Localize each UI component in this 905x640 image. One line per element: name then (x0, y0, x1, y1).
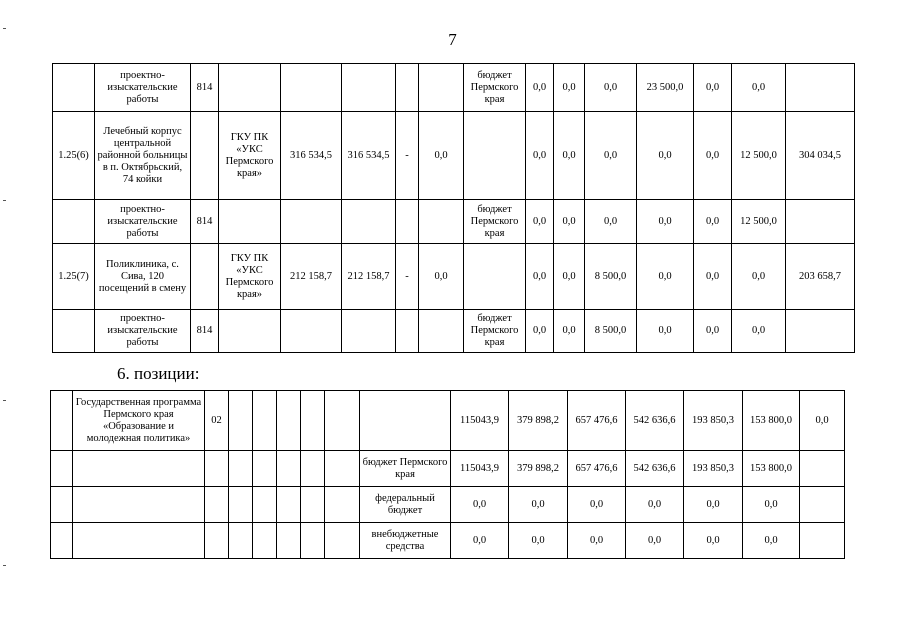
blank-cell (253, 391, 277, 451)
value-cell: 0,0 (743, 523, 800, 559)
value-cell: 193 850,3 (684, 391, 743, 451)
program-name-cell: Государственная программа Пермского края «Образование и молодежная политика» (73, 391, 205, 451)
value-cell: 542 636,6 (626, 451, 684, 487)
table-row (53, 64, 855, 112)
value-cell (800, 487, 845, 523)
blank-cell (229, 451, 253, 487)
blank-cell (229, 523, 253, 559)
value-cell: 0,0 (637, 112, 694, 200)
value-cell: 0,0 (732, 64, 786, 112)
value-cell: 0,0 (694, 64, 732, 112)
code-cell: 02 (205, 391, 229, 451)
value-cell: 0,0 (732, 310, 786, 353)
value-cell: 0,0 (743, 487, 800, 523)
table-row (53, 310, 855, 353)
value-cell: 8 500,0 (585, 310, 637, 353)
code-cell: 814 (191, 200, 219, 244)
blank-cell (301, 487, 325, 523)
blank-cell (253, 487, 277, 523)
value-cell (419, 64, 464, 112)
object-name-cell: проектно-изыскательские работы (95, 310, 191, 353)
program-name-cell (73, 451, 205, 487)
value-cell: 0,0 (637, 310, 694, 353)
row-number-cell: 1.25(7) (53, 244, 95, 310)
value-cell: 0,0 (626, 487, 684, 523)
value-cell (800, 451, 845, 487)
cost-cell (342, 310, 396, 353)
value-cell: 0,0 (732, 244, 786, 310)
table-row (51, 451, 845, 487)
blank-cell (325, 451, 360, 487)
value-cell: 153 800,0 (743, 391, 800, 451)
program-name-cell (73, 487, 205, 523)
value-cell: 153 800,0 (743, 451, 800, 487)
value-cell: 0,0 (526, 64, 554, 112)
value-cell: 0,0 (568, 487, 626, 523)
value-cell: - (396, 112, 419, 200)
value-cell: 0,0 (419, 244, 464, 310)
funding-source-cell (360, 391, 451, 451)
organization-cell: ГКУ ПК «УКС Пермского края» (219, 112, 281, 200)
value-cell: 542 636,6 (626, 391, 684, 451)
funding-source-cell: бюджет Пермского края (464, 64, 526, 112)
margin-mark (3, 28, 6, 29)
object-name-cell: Поликлиника, с. Сива, 120 посещений в смену (95, 244, 191, 310)
table-row (51, 391, 845, 451)
cost-cell (281, 200, 342, 244)
code-cell: 814 (191, 64, 219, 112)
program-table (50, 390, 845, 559)
code-cell (191, 244, 219, 310)
object-name-cell: проектно-изыскательские работы (95, 200, 191, 244)
value-cell: 0,0 (451, 523, 509, 559)
funding-source-cell: бюджет Пермского края (360, 451, 451, 487)
cost-cell (342, 64, 396, 112)
program-name-cell (73, 523, 205, 559)
value-cell: 0,0 (800, 391, 845, 451)
value-cell: 8 500,0 (585, 244, 637, 310)
cost-cell: 212 158,7 (281, 244, 342, 310)
value-cell: 0,0 (526, 244, 554, 310)
cost-cell (281, 310, 342, 353)
value-cell: 379 898,2 (509, 391, 568, 451)
value-cell: 379 898,2 (509, 451, 568, 487)
value-cell: 657 476,6 (568, 391, 626, 451)
value-cell: 115043,9 (451, 451, 509, 487)
value-cell: 0,0 (585, 112, 637, 200)
value-cell (396, 310, 419, 353)
value-cell: 0,0 (585, 200, 637, 244)
value-cell: 193 850,3 (684, 451, 743, 487)
blank-cell (301, 451, 325, 487)
blank-cell (51, 451, 73, 487)
funding-source-cell: внебюджетные средства (360, 523, 451, 559)
value-cell: 0,0 (526, 112, 554, 200)
value-cell: 115043,9 (451, 391, 509, 451)
code-cell (205, 451, 229, 487)
funding-source-cell: бюджет Пермского края (464, 200, 526, 244)
cost-cell: 212 158,7 (342, 244, 396, 310)
cost-cell: 316 534,5 (342, 112, 396, 200)
blank-cell (51, 523, 73, 559)
cost-cell: 316 534,5 (281, 112, 342, 200)
value-cell: 12 500,0 (732, 200, 786, 244)
value-cell: 0,0 (526, 310, 554, 353)
blank-cell (253, 451, 277, 487)
value-cell: 0,0 (554, 200, 585, 244)
blank-cell (277, 391, 301, 451)
funding-source-cell: бюджет Пермского края (464, 310, 526, 353)
blank-cell (277, 487, 301, 523)
value-cell: 0,0 (526, 200, 554, 244)
blank-cell (325, 391, 360, 451)
blank-cell (325, 487, 360, 523)
value-cell: 0,0 (554, 244, 585, 310)
code-cell (205, 523, 229, 559)
value-cell: 0,0 (451, 487, 509, 523)
cost-cell (342, 200, 396, 244)
table-row (53, 244, 855, 310)
code-cell (205, 487, 229, 523)
value-cell: 0,0 (554, 112, 585, 200)
value-cell (419, 200, 464, 244)
objects-table (52, 63, 855, 353)
table-row (53, 112, 855, 200)
organization-cell: ГКУ ПК «УКС Пермского края» (219, 244, 281, 310)
blank-cell (277, 451, 301, 487)
margin-mark (3, 400, 6, 401)
value-cell: 12 500,0 (732, 112, 786, 200)
value-cell: 0,0 (694, 244, 732, 310)
value-cell: 0,0 (637, 244, 694, 310)
blank-cell (253, 523, 277, 559)
organization-cell (219, 310, 281, 353)
value-cell: - (396, 244, 419, 310)
value-cell: 657 476,6 (568, 451, 626, 487)
blank-cell (229, 391, 253, 451)
value-cell: 0,0 (419, 112, 464, 200)
blank-cell (301, 391, 325, 451)
value-cell: 0,0 (637, 200, 694, 244)
row-number-cell (53, 200, 95, 244)
funding-source-cell (464, 112, 526, 200)
value-cell: 0,0 (554, 64, 585, 112)
row-number-cell (53, 64, 95, 112)
value-cell: 0,0 (626, 523, 684, 559)
organization-cell (219, 64, 281, 112)
row-number-cell: 1.25(6) (53, 112, 95, 200)
value-cell: 0,0 (509, 523, 568, 559)
value-cell: 23 500,0 (637, 64, 694, 112)
value-cell (786, 64, 855, 112)
object-name-cell: проектно-изыскательские работы (95, 64, 191, 112)
blank-cell (277, 523, 301, 559)
blank-cell (325, 523, 360, 559)
funding-source-cell: федеральный бюджет (360, 487, 451, 523)
margin-mark (3, 200, 6, 201)
table-row (53, 200, 855, 244)
table-row (51, 523, 845, 559)
funding-source-cell (464, 244, 526, 310)
blank-cell (51, 391, 73, 451)
blank-cell (229, 487, 253, 523)
section-heading: 6. позиции: (117, 364, 200, 383)
value-cell: 0,0 (684, 523, 743, 559)
value-cell (800, 523, 845, 559)
object-name-cell: Лечебный корпус центральной районной больницы в п. Октябрьский, 74 койки (95, 112, 191, 200)
value-cell: 0,0 (554, 310, 585, 353)
code-cell (191, 112, 219, 200)
margin-mark (3, 565, 6, 566)
value-cell: 0,0 (568, 523, 626, 559)
cost-cell (281, 64, 342, 112)
value-cell: 0,0 (694, 112, 732, 200)
value-cell (396, 200, 419, 244)
row-number-cell (53, 310, 95, 353)
page-number: 7 (448, 30, 457, 49)
value-cell: 203 658,7 (786, 244, 855, 310)
value-cell (396, 64, 419, 112)
blank-cell (301, 523, 325, 559)
blank-cell (51, 487, 73, 523)
code-cell: 814 (191, 310, 219, 353)
value-cell (419, 310, 464, 353)
organization-cell (219, 200, 281, 244)
value-cell: 0,0 (684, 487, 743, 523)
value-cell (786, 200, 855, 244)
value-cell: 0,0 (509, 487, 568, 523)
value-cell: 0,0 (694, 310, 732, 353)
table-row (51, 487, 845, 523)
value-cell: 304 034,5 (786, 112, 855, 200)
value-cell: 0,0 (585, 64, 637, 112)
value-cell (786, 310, 855, 353)
value-cell: 0,0 (694, 200, 732, 244)
